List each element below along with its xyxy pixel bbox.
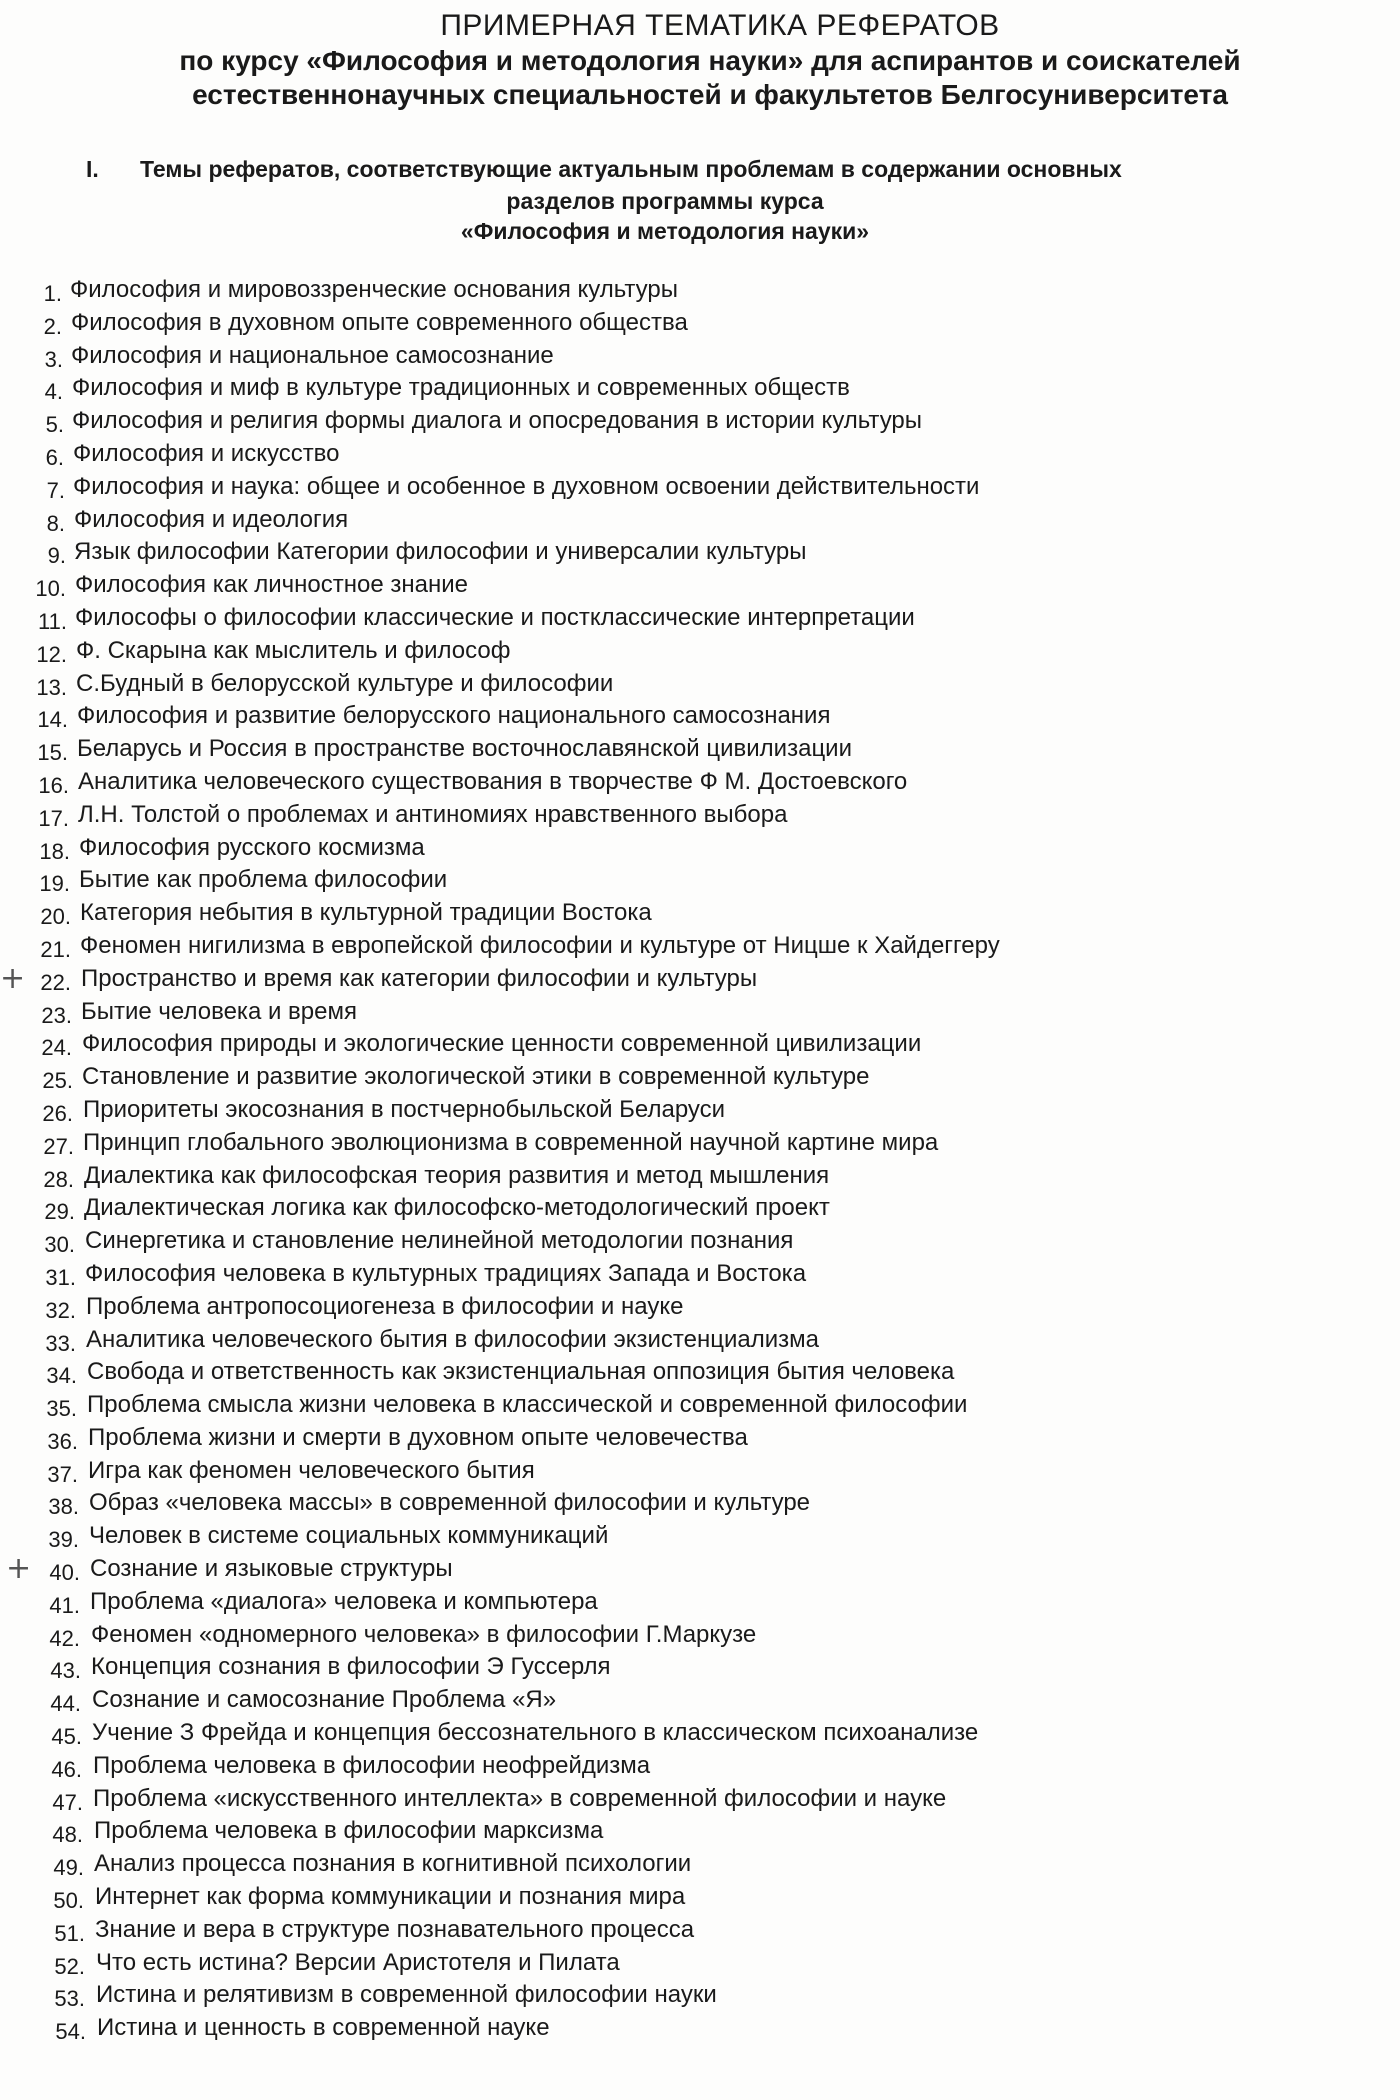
topic-number: 10.	[35, 576, 66, 602]
list-item	[0, 1225, 1400, 1258]
list-item	[0, 372, 1400, 405]
topic-number: 53.	[54, 1986, 85, 2012]
topic-number: 51.	[54, 1920, 85, 1946]
topic-text: Философия русского космизма	[79, 833, 425, 861]
list-item	[0, 1258, 1400, 1291]
topic-number: 18.	[39, 838, 70, 864]
topic-number: 7.	[46, 477, 65, 503]
topic-text: Л.Н. Толстой о проблемах и антиномиях нравственного выбора	[78, 800, 788, 828]
list-item	[0, 1783, 1400, 1816]
list-item	[0, 1389, 1400, 1422]
handwritten-plus-mark: +	[6, 1551, 32, 1586]
list-item	[0, 1455, 1400, 1488]
section-heading-line-3: «Философия и методология науки»	[460, 218, 870, 244]
topic-number: 42.	[49, 1625, 80, 1651]
topic-text: Концепция сознания в философии Э Гуссерля	[91, 1653, 611, 1681]
list-item	[0, 1914, 1400, 1947]
topic-list	[0, 274, 1400, 2045]
topic-number: 13.	[36, 674, 67, 700]
topic-number: 29.	[44, 1199, 75, 1225]
topic-number: 46.	[51, 1756, 82, 1782]
topic-text: Философия и идеология	[74, 505, 349, 533]
topic-number: 14.	[37, 707, 68, 733]
topic-text: Сознание и самосознание Проблема «Я»	[92, 1686, 557, 1714]
topic-text: Аналитика человеческого бытия в философии экзистенциализма	[86, 1325, 819, 1353]
list-item	[0, 996, 1400, 1029]
topic-number: 19.	[39, 871, 70, 897]
list-item	[0, 1356, 1400, 1389]
topic-text: Знание и вера в структуре познавательного процесса	[95, 1915, 695, 1943]
topic-text: Что есть истина? Версии Аристотеля и Пилата	[96, 1948, 620, 1976]
topic-number: 26.	[42, 1100, 73, 1126]
topic-number: 45.	[51, 1724, 82, 1750]
list-item	[0, 1160, 1400, 1193]
topic-number: 32.	[45, 1297, 76, 1323]
topic-text: Проблема «диалога» человека и компьютера	[90, 1587, 598, 1615]
topic-text: Диалектическая логика как философско-методологический проект	[84, 1194, 830, 1222]
list-item	[0, 1487, 1400, 1520]
topic-text: Философы о философии классические и постклассические интерпретации	[75, 603, 915, 631]
list-item	[0, 766, 1400, 799]
list-item	[0, 1127, 1400, 1160]
topic-number: 35.	[46, 1396, 77, 1422]
topic-text: Философия человека в культурных традициях Запада и Востока	[85, 1259, 807, 1287]
list-item	[0, 799, 1400, 832]
topic-number: 49.	[53, 1855, 84, 1881]
topic-text: Бытие человека и время	[81, 997, 357, 1025]
list-item	[0, 1586, 1400, 1619]
list-item	[0, 832, 1400, 865]
list-item	[0, 569, 1400, 602]
topic-number: 39.	[48, 1527, 79, 1553]
topic-number: 21.	[40, 936, 71, 962]
topic-number: 2.	[43, 313, 62, 339]
list-item	[0, 963, 1400, 996]
topic-text: Философия как личностное знание	[75, 571, 468, 599]
topic-number: 31.	[45, 1264, 76, 1290]
topic-number: 11.	[38, 608, 67, 634]
topic-text: Беларусь и Россия в пространстве восточнославянской цивилизации	[77, 735, 852, 763]
document-subtitle-line-1: по курсу «Философия и методология науки» для аспирантов и соискателей	[179, 45, 1241, 76]
topic-text: Философия природы и экологические ценности современной цивилизации	[82, 1030, 922, 1058]
topic-text: Философия в духовном опыте современного общества	[71, 308, 688, 336]
topic-number: 41.	[49, 1592, 80, 1618]
topic-number: 3.	[44, 346, 63, 372]
topic-number: 25.	[42, 1068, 73, 1094]
topic-number: 50.	[53, 1888, 84, 1914]
topic-text: Проблема человека в философии неофрейдизма	[93, 1751, 651, 1779]
topic-text: Истина и релятивизм в современной философии науки	[96, 1981, 717, 2009]
document-header	[0, 8, 1400, 112]
list-item	[0, 1061, 1400, 1094]
list-item	[0, 536, 1400, 569]
topic-number: 16.	[38, 772, 69, 798]
list-item	[0, 2012, 1400, 2045]
topic-number: 20.	[40, 904, 71, 930]
list-item	[0, 471, 1400, 504]
topic-number: 38.	[48, 1494, 79, 1520]
topic-number: 1.	[43, 281, 62, 306]
topic-number: 48.	[52, 1822, 83, 1848]
topic-text: Проблема «искусственного интеллекта» в современной философии и науке	[93, 1784, 947, 1812]
list-item	[0, 1291, 1400, 1324]
list-item	[0, 864, 1400, 897]
topic-text: Проблема смысла жизни человека в классической и современной философии	[87, 1391, 968, 1419]
topic-number: 40.	[49, 1560, 80, 1586]
topic-number: 27.	[43, 1133, 74, 1159]
topic-number: 43.	[50, 1658, 81, 1684]
topic-number: 22.	[40, 969, 71, 995]
document-title: ПРИМЕРНАЯ ТЕМАТИКА РЕФЕРАТОВ	[440, 9, 1000, 42]
topic-number: 33.	[45, 1330, 76, 1356]
list-item	[0, 438, 1400, 471]
topic-text: Принцип глобального эволюционизма в современной научной картине мира	[83, 1128, 939, 1156]
topic-text: Человек в системе социальных коммуникаций	[89, 1522, 609, 1550]
topic-text: Анализ процесса познания в когнитивной психологии	[94, 1850, 692, 1878]
list-item	[0, 1848, 1400, 1881]
list-item	[0, 1028, 1400, 1061]
list-item	[0, 504, 1400, 537]
section-heading	[0, 156, 1400, 246]
section-heading-line-2: разделов программы курса	[506, 188, 824, 214]
list-item	[0, 274, 1400, 307]
topic-text: Проблема человека в философии марксизма	[94, 1817, 604, 1845]
topic-text: Становление и развитие экологической этики в современной культуре	[82, 1063, 870, 1091]
topic-number: 52.	[54, 1953, 85, 1979]
topic-number: 47.	[52, 1789, 83, 1815]
topic-number: 24.	[41, 1035, 72, 1061]
topic-text: Образ «человека массы» в современной философии и культуре	[89, 1489, 811, 1517]
list-item	[0, 1750, 1400, 1783]
topic-number: 44.	[50, 1691, 81, 1717]
document-subtitle-line-2: естественнонаучных специальностей и факультетов Белгосуниверситета	[192, 79, 1228, 110]
topic-number: 15.	[37, 740, 68, 766]
topic-text: Проблема антропосоциогенеза в философии и науке	[86, 1292, 684, 1320]
topic-text: Философия и миф в культуре традиционных и современных обществ	[72, 374, 850, 402]
list-item	[0, 930, 1400, 963]
topic-text: Философия и национальное самосознание	[71, 341, 554, 369]
list-item	[0, 1947, 1400, 1980]
list-item	[0, 1324, 1400, 1357]
topic-number: 37.	[47, 1461, 78, 1487]
topic-text: Пространство и время как категории философии и культуры	[81, 964, 758, 992]
topic-number: 23.	[41, 1002, 72, 1028]
topic-text: Феномен «одномерного человека» в философии Г.Маркузе	[91, 1620, 757, 1648]
topic-text: Интернет как форма коммуникации и познания мира	[95, 1883, 686, 1911]
topic-text: Проблема жизни и смерти в духовном опыте человечества	[88, 1423, 748, 1451]
list-item	[0, 1651, 1400, 1684]
topic-text: Философия и развитие белорусского национального самосознания	[77, 702, 831, 730]
handwritten-plus-mark: +	[0, 961, 26, 996]
topic-text: С.Будный в белорусской культуре и философии	[76, 669, 614, 697]
topic-number: 9.	[47, 543, 66, 569]
list-item	[0, 1619, 1400, 1652]
list-item	[0, 1717, 1400, 1750]
topic-number: 17.	[38, 805, 69, 831]
list-item	[0, 1881, 1400, 1914]
list-item	[0, 1979, 1400, 2012]
list-item	[0, 602, 1400, 635]
topic-number: 54.	[55, 2019, 86, 2045]
topic-text: Ф. Скарына как мыслитель и философ	[76, 636, 511, 664]
list-item	[0, 733, 1400, 766]
list-item	[0, 1684, 1400, 1717]
topic-text: Истина и ценность в современной науке	[97, 2014, 550, 2042]
list-item	[0, 1094, 1400, 1127]
topic-text: Учение З Фрейда и концепция бессознательного в классическом психоанализе	[92, 1719, 979, 1747]
topic-number: 34.	[46, 1363, 77, 1389]
topic-text: Философия и мировоззренческие основания культуры	[70, 276, 678, 303]
topic-text: Сознание и языковые структуры	[90, 1555, 453, 1583]
topic-text: Язык философии Категории философии и универсалии культуры	[74, 538, 807, 566]
list-item	[0, 668, 1400, 701]
topic-text: Свобода и ответственность как экзистенциальная оппозиция бытия человека	[87, 1358, 955, 1386]
topic-number: 8.	[46, 510, 65, 536]
list-item	[0, 700, 1400, 733]
topic-text: Приоритеты экосознания в постчернобыльской Беларуси	[83, 1095, 726, 1123]
list-item	[0, 405, 1400, 438]
topic-text: Бытие как проблема философии	[79, 866, 448, 894]
section-heading-line-1: Темы рефератов, соответствующие актуальным проблемам в содержании основных	[140, 156, 1122, 182]
topic-number: 5.	[45, 412, 64, 438]
topic-text: Аналитика человеческого существования в творчестве Ф М. Достоевского	[78, 767, 908, 795]
section-number: I.	[86, 156, 99, 182]
list-item	[0, 635, 1400, 668]
list-item	[0, 340, 1400, 373]
topic-number: 4.	[44, 379, 63, 405]
list-item	[0, 1422, 1400, 1455]
topic-text: Игра как феномен человеческого бытия	[88, 1456, 535, 1484]
list-item	[0, 897, 1400, 930]
list-item	[0, 1553, 1400, 1586]
list-item	[0, 307, 1400, 340]
list-item	[0, 1192, 1400, 1225]
list-item	[0, 1815, 1400, 1848]
topic-number: 36.	[47, 1428, 78, 1454]
topic-text: Философия и наука: общее и особенное в духовном освоении действительности	[73, 472, 980, 500]
topic-text: Диалектика как философская теория развития и метод мышления	[84, 1161, 830, 1189]
list-item	[0, 1520, 1400, 1553]
topic-text: Феномен нигилизма в европейской философии и культуре от Ницше к Хайдеггеру	[80, 931, 1000, 959]
topic-text: Категория небытия в культурной традиции Востока	[80, 899, 652, 927]
topic-number: 30.	[44, 1232, 75, 1258]
topic-text: Синергетика и становление нелинейной методологии познания	[85, 1227, 794, 1255]
topic-number: 6.	[45, 444, 64, 470]
topic-number: 12.	[36, 641, 67, 667]
topic-text: Философия и искусство	[73, 439, 340, 467]
topic-text: Философия и религия формы диалога и опосредования в истории культуры	[72, 407, 923, 435]
topic-number: 28.	[43, 1166, 74, 1192]
